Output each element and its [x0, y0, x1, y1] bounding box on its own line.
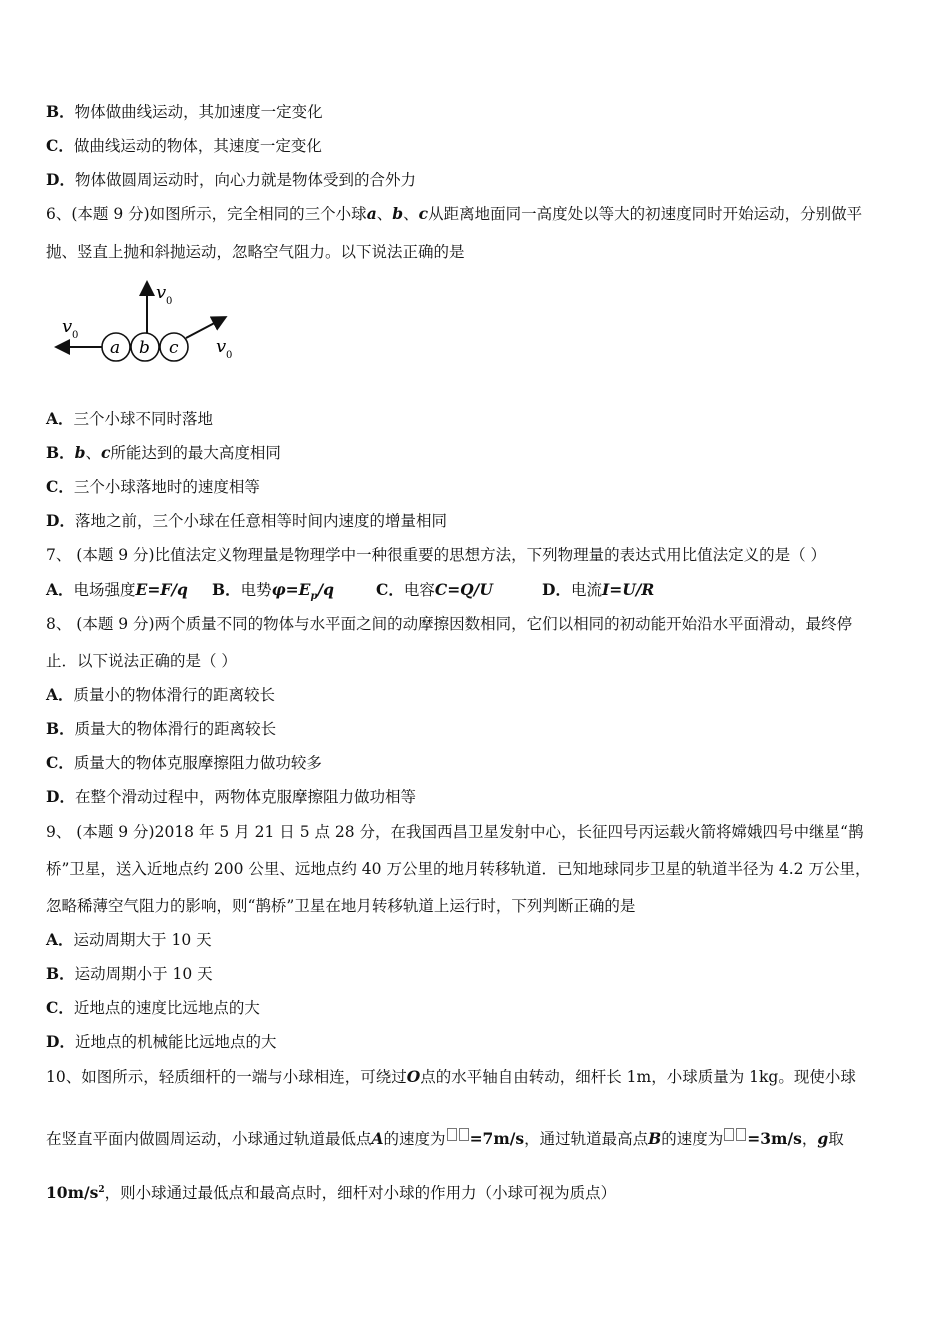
- q9-stem-line-1: 9、 (本题 9 分)2018 年 5 月 21 日 5 点 28 分，在我国西昌卫星发射中心，长征四号丙运载火箭将嫦娥四号中继星“鹊: [46, 823, 864, 841]
- q6-arrow-oblique: [186, 318, 224, 338]
- missing-glyph-icon: [459, 1128, 469, 1141]
- missing-glyph-icon: [447, 1128, 457, 1141]
- q6-option-d: D．落地之前，三个小球在任意相等时间内速度的增量相同: [46, 511, 447, 530]
- q8-option-d: D．在整个滑动过程中，两物体克服摩擦阻力做功相等: [46, 787, 416, 806]
- q5-option-b: B．物体做曲线运动，其加速度一定变化: [46, 102, 323, 121]
- q10-stem-line-1: 10、如图所示，轻质细杆的一端与小球相连，可绕过O点的水平轴自由转动，细杆长 1m，小球质量为 1kg。现使小球: [46, 1067, 856, 1086]
- q7-option-d: D．电流I=U/R: [542, 580, 655, 599]
- q8-option-c: C．质量大的物体克服摩擦阻力做功较多: [46, 753, 322, 772]
- q6-ball-c-label: c: [169, 338, 179, 358]
- q9-option-d: D．近地点的机械能比远地点的大: [46, 1032, 277, 1051]
- q7-option-b: B．电势$\varphi=E_p/q$: [212, 580, 334, 603]
- q6-ball-a-label: a: [110, 338, 121, 358]
- q6-option-c: C．三个小球落地时的速度相等: [46, 477, 260, 496]
- q9-option-b: B．运动周期小于 10 天: [46, 964, 213, 983]
- missing-glyph-icon: [724, 1128, 734, 1141]
- q9-stem-line-3: 忽略稀薄空气阻力的影响，则“鹊桥”卫星在地月转移轨道上运行时，下列判断正确的是: [46, 897, 636, 915]
- q7-options: [46, 580, 654, 607]
- q8-stem-line-1: 8、 (本题 9 分)两个质量不同的物体与水平面之间的动摩擦因数相同，它们以相同的初动能开始沿水平面滑动，最终停: [46, 615, 853, 633]
- q6-v0-up-sub: 0: [166, 296, 173, 307]
- q6-v0-right: v: [216, 336, 227, 357]
- q7-option-c: C．电容C=Q/U: [376, 580, 493, 599]
- q6-v0-left: v: [62, 316, 73, 337]
- q8-option-a: A．质量小的物体滑行的距离较长: [46, 685, 276, 704]
- q7-option-a: A．电场强度E=F/q: [46, 580, 188, 599]
- q5-option-c: C．做曲线运动的物体，其速度一定变化: [46, 136, 322, 155]
- q6-v0-right-sub: 0: [226, 350, 233, 361]
- q6-v0-up: v: [156, 282, 167, 303]
- q6-ball-b-label: b: [139, 338, 150, 358]
- q6-stem-line-2: 抛、竖直上抛和斜抛运动，忽略空气阻力。以下说法正确的是: [46, 243, 465, 261]
- q6-v0-left-sub: 0: [72, 330, 79, 341]
- q8-stem-line-2: 止．以下说法正确的是（ ）: [46, 652, 237, 670]
- q5-option-d: D．物体做圆周运动时，向心力就是物体受到的合外力: [46, 170, 416, 189]
- missing-glyph-icon: [736, 1128, 746, 1141]
- q9-option-c: C．近地点的速度比远地点的大: [46, 998, 260, 1017]
- q6-figure: [46, 276, 246, 372]
- q9-option-a: A．运动周期大于 10 天: [46, 930, 212, 949]
- q10-stem-line-3: $10m/s^2$，则小球通过最低点和最高点时，细杆对小球的作用力（小球可视为质点）: [46, 1183, 617, 1203]
- q8-option-b: B．质量大的物体滑行的距离较长: [46, 719, 277, 738]
- q9-stem-line-2: 桥”卫星，送入近地点约 200 公里、远地点约 40 万公里的地月转移轨道．已知地球同步卫星的轨道半径为 4.2 万公里，: [46, 860, 871, 878]
- q6-option-a: A．三个小球不同时落地: [46, 409, 214, 428]
- q6-stem-line-1: 6、(本题 9 分)如图所示，完全相同的三个小球a、b、c从距离地面同一高度处以等大的初速度同时开始运动，分别做平: [46, 204, 863, 223]
- q10-stem-line-2: 在竖直平面内做圆周运动，小球通过轨道最低点A的速度为 =7m/s，通过轨道最高点B的速度为 =3m/s，g取: [46, 1129, 844, 1148]
- q6-option-b: B．b、c所能达到的最大高度相同: [46, 443, 281, 462]
- q7-stem: 7、 (本题 9 分)比值法定义物理量是物理学中一种很重要的思想方法，下列物理量的表达式用比值法定义的是（ ）: [46, 546, 827, 564]
